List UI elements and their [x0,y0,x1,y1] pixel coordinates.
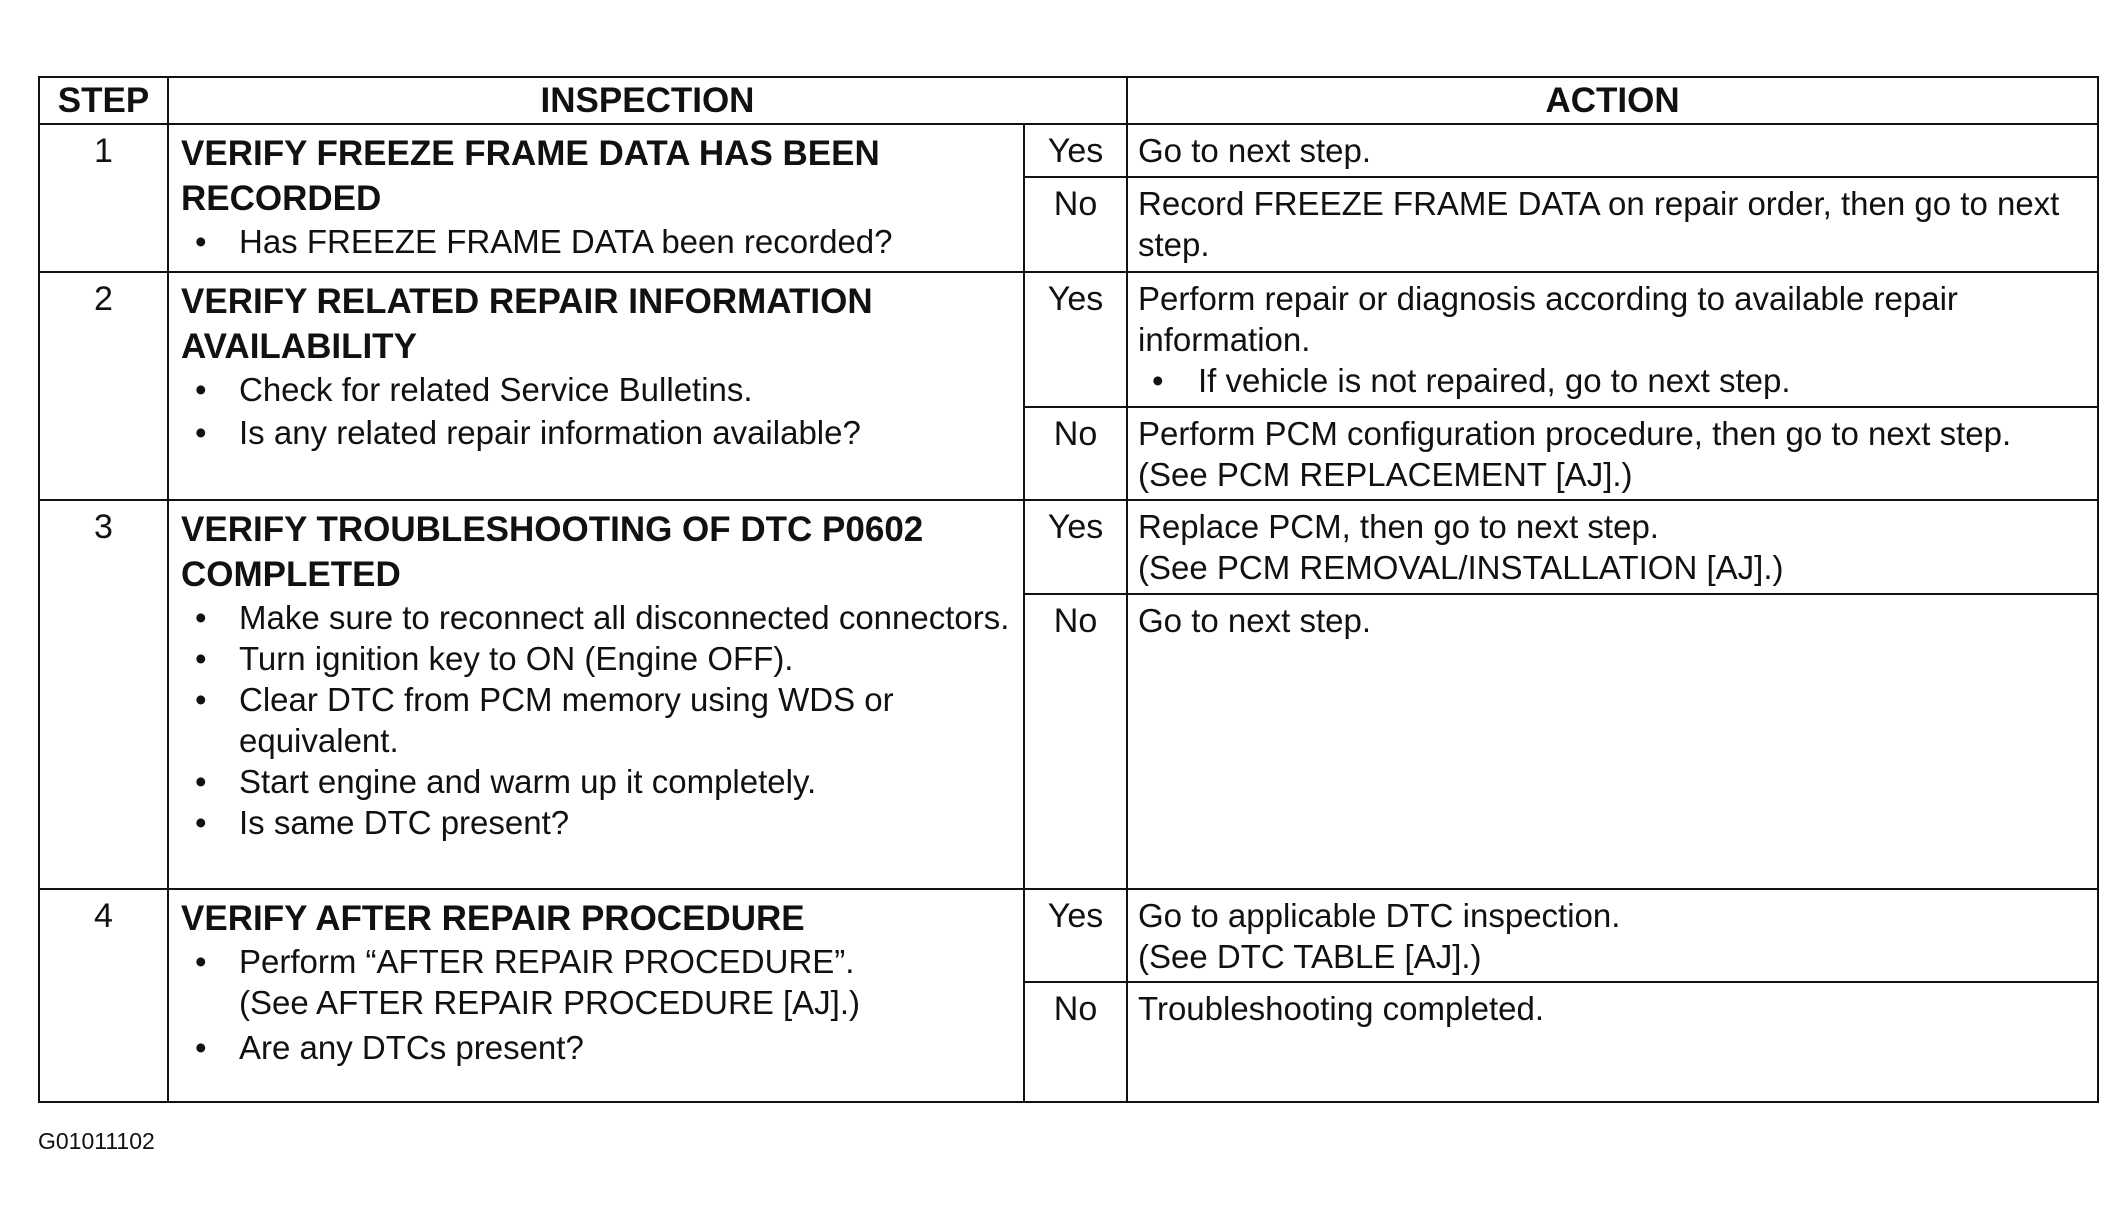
step-4-bullet-1-text: Perform “AFTER REPAIR PROCEDURE”. [239,943,855,980]
step-3-yes-action-ref: (See PCM REMOVAL/INSTALLATION [AJ].) [1138,549,1784,586]
step-1-no-action: Record FREEZE FRAME DATA on repair order, then go to next step. [1127,177,2098,272]
step-4-number: 4 [39,889,168,1102]
step-2-no-action-ref: (See PCM REPLACEMENT [AJ].) [1138,456,1633,493]
step-2-yes-action-cell [1127,272,2098,407]
diagnostic-table [38,76,2099,1103]
step-4-inspection [168,889,1024,1102]
step-2-yes-label: Yes [1024,272,1127,407]
step-4-bullets [181,941,1015,1068]
step-4-no-label: No [1024,982,1127,1102]
step-2-no-label: No [1024,407,1127,500]
step-3-bullet-2: • Turn ignition key to ON (Engine OFF). [181,638,1015,679]
step-3-bullets [181,597,1015,843]
step-4-bullet-1 [181,941,1015,1023]
step-4-yes-action: Go to applicable DTC inspection. [1138,897,1621,934]
step-2-title: VERIFY RELATED REPAIR INFORMATION AVAILABILITY [181,282,873,366]
step-2-bullets [181,369,1015,453]
step-header: STEP [39,77,168,124]
step-1-no-label: No [1024,177,1127,272]
step-4-title: VERIFY AFTER REPAIR PROCEDURE [181,899,805,938]
step-1-yes-label: Yes [1024,124,1127,177]
step-1-number: 1 [39,124,168,272]
step-3-number: 3 [39,500,168,889]
step-3-yes-row [39,500,2098,594]
step-2-bullet-2: • Is any related repair information available? [181,412,1015,453]
step-2-inspection [168,272,1024,500]
step-4-yes-action-cell [1127,889,2098,982]
step-3-bullet-4: • Start engine and warm up it completely. [181,761,1015,802]
step-2-yes-action-bullet: • If vehicle is not repaired, go to next step. [1138,360,2089,401]
step-1-bullet-1: • Has FREEZE FRAME DATA been recorded? [181,221,1015,262]
step-3-bullet-3: • Clear DTC from PCM memory using WDS or equivalent. [181,679,1015,761]
step-3-bullet-1: • Make sure to reconnect all disconnected connectors. [181,597,1015,638]
step-2-no-action-cell [1127,407,2098,500]
step-1-yes-row [39,124,2098,177]
step-1-inspection [168,124,1024,272]
step-3-no-label: No [1024,594,1127,889]
header-row [39,77,2098,124]
step-4-bullet-2: • Are any DTCs present? [181,1027,1015,1068]
step-1-yes-action: Go to next step. [1127,124,2098,177]
step-3-title: VERIFY TROUBLESHOOTING OF DTC P0602 COMPLETED [181,510,924,594]
step-2-number: 2 [39,272,168,500]
figure-id: G01011102 [38,1128,155,1154]
inspection-header: INSPECTION [168,77,1127,124]
step-2-no-action: Perform PCM configuration procedure, then go to next step. [1138,415,2012,452]
step-1-title: VERIFY FREEZE FRAME DATA HAS BEEN RECORDED [181,134,880,218]
step-3-inspection [168,500,1024,889]
step-3-bullet-5: • Is same DTC present? [181,802,1015,843]
step-3-yes-action-cell [1127,500,2098,594]
action-header: ACTION [1127,77,2098,124]
step-3-no-action: Go to next step. [1127,594,2098,889]
step-2-yes-action: Perform repair or diagnosis according to available repair information. [1138,280,1958,358]
step-2-yes-row [39,272,2098,407]
step-3-yes-action: Replace PCM, then go to next step. [1138,508,1659,545]
step-4-no-action: Troubleshooting completed. [1127,982,2098,1102]
step-1-bullets [181,221,1015,262]
step-4-yes-label: Yes [1024,889,1127,982]
step-3-yes-label: Yes [1024,500,1127,594]
step-4-yes-row [39,889,2098,982]
step-4-yes-action-ref: (See DTC TABLE [AJ].) [1138,938,1482,975]
step-2-bullet-1: • Check for related Service Bulletins. [181,369,1015,410]
step-4-bullet-1-ref: (See AFTER REPAIR PROCEDURE [AJ].) [239,984,861,1021]
